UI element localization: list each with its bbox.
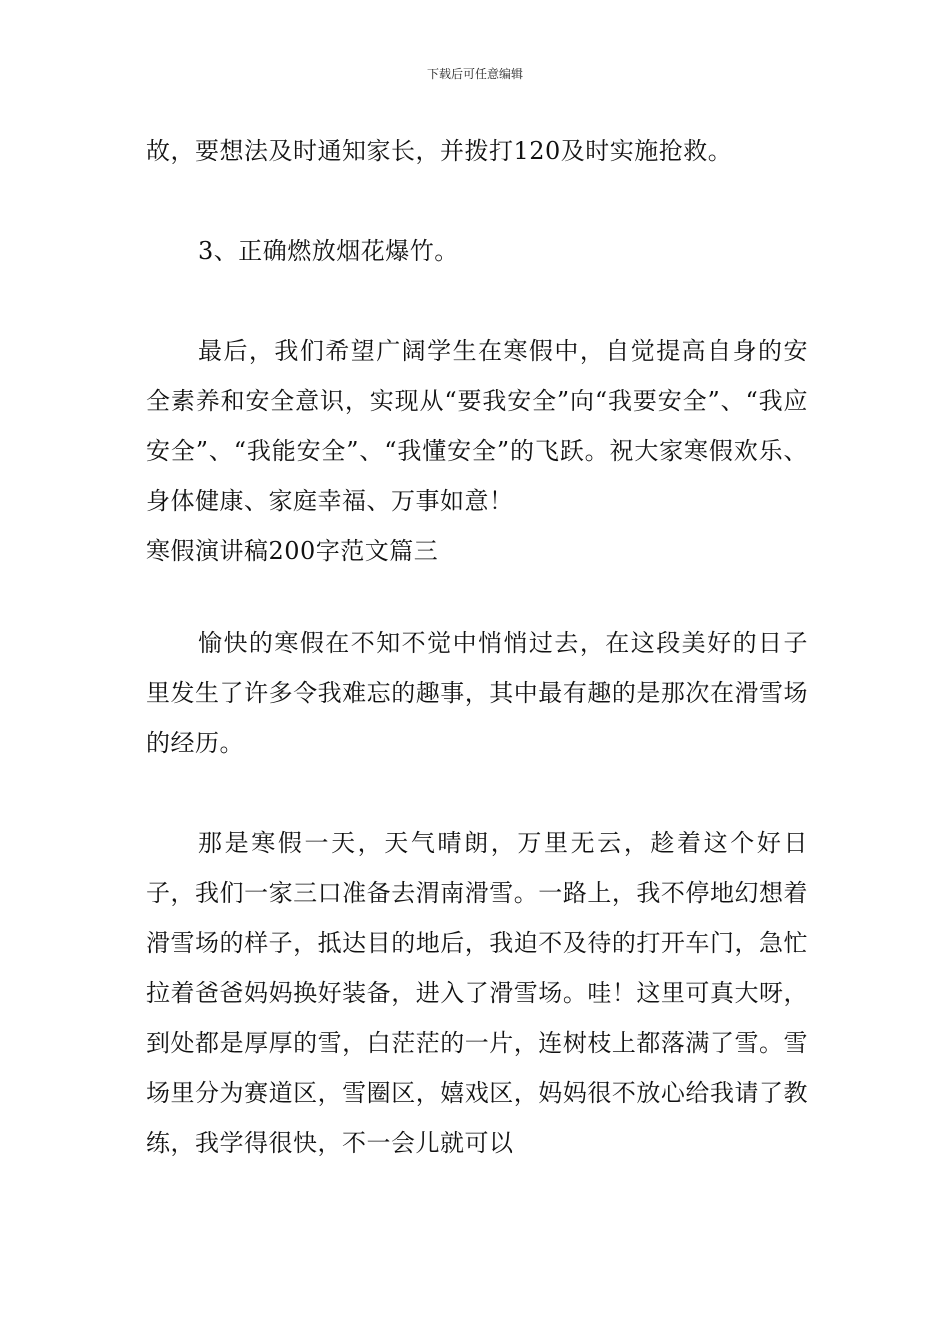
section-heading: 寒假演讲稿200字范文篇三	[146, 537, 439, 565]
paragraph-4: 愉快的寒假在不知不觉中悄悄过去，在这段美好的日子里发生了许多令我难忘的趣事，其中最有趣的是那次在滑雪场的经历。	[146, 629, 808, 757]
paragraph-1: 故，要想法及时通知家长，并拨打120及时实施抢救。	[146, 137, 733, 165]
document-body	[146, 126, 808, 1168]
page-header: 下载后可任意编辑	[426, 67, 523, 81]
paragraph-3: 最后，我们希望广阔学生在寒假中，自觉提高自身的安全素养和安全意识，实现从“要我安全”向“我要安全”、“我应安全”、“我能安全”、“我懂安全”的飞跃。祝大家寒假欢乐、身体健康、家庭幸福、万事如意！	[146, 337, 808, 515]
paragraph-2: 3、正确燃放烟花爆竹。	[198, 237, 459, 265]
paragraph-5: 那是寒假一天，天气晴朗，万里无云，趁着这个好日子，我们一家三口准备去渭南滑雪。一路上，我不停地幻想着滑雪场的样子，抵达目的地后，我迫不及待的打开车门，急忙拉着爸爸妈妈换好装备，进入了滑雪场。哇！这里可真大呀，到处都是厚厚的雪，白茫茫的一片，连树枝上都落满了雪。雪场里分为赛道区，雪圈区，嬉戏区，妈妈很不放心给我请了教练，我学得很快，不一会儿就可以	[146, 829, 808, 1157]
